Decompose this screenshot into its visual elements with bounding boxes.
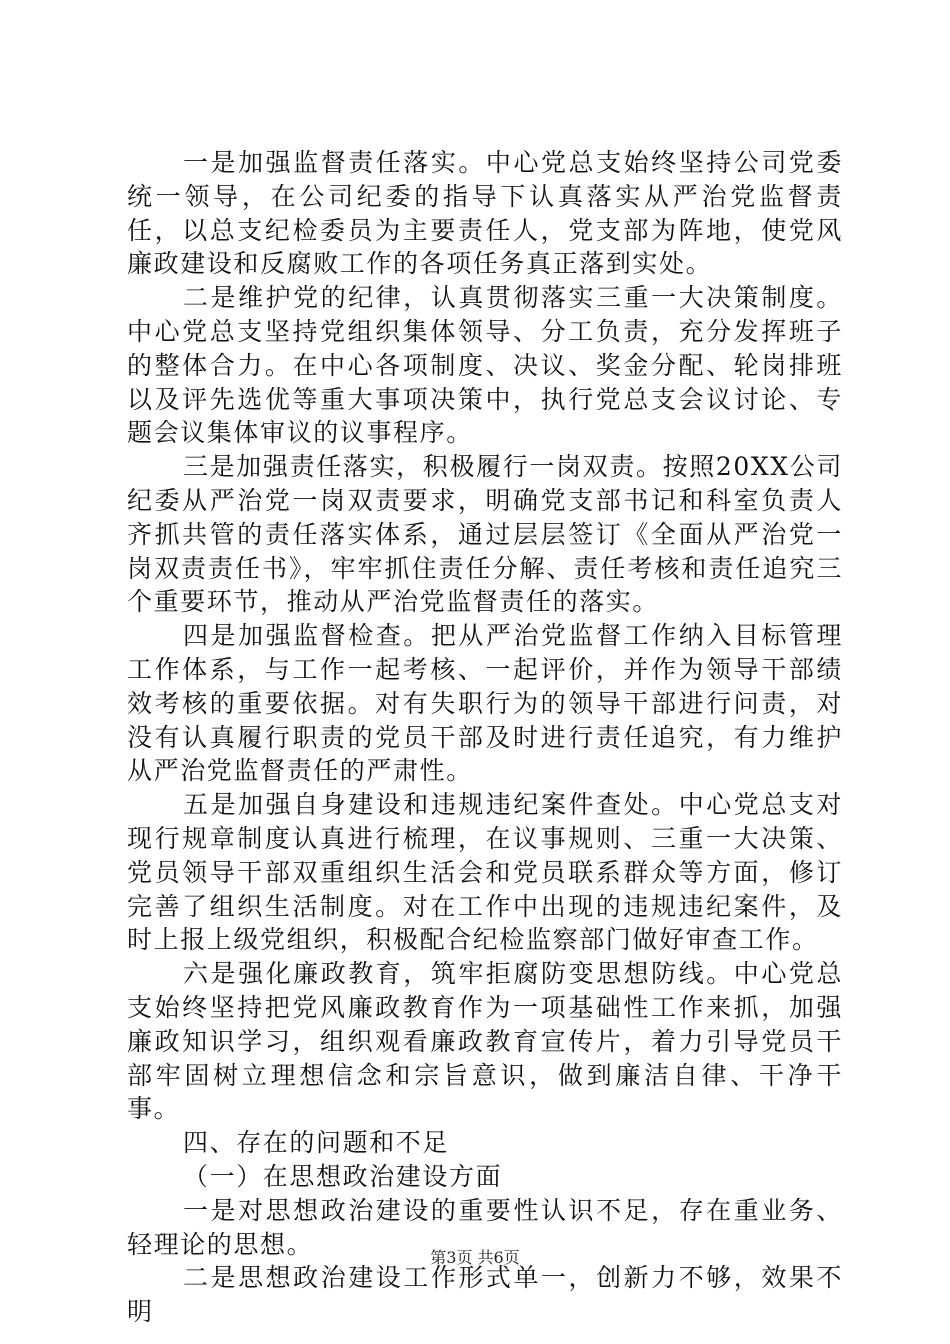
paragraph-self-construction: 五是加强自身建设和违规违纪案件查处。中心党总支对现行规章制度认真进行梳理，在议事规则、三重一大决策、党员领导干部双重组织生活会和党员联系群众等方面，修订完善了组织生活制度。对在工作中出现的违规违纪案件，及时上报上级党组织，积极配合纪检监察部门做好审查工作。 [127,790,843,955]
page-number-footer: 第3页 共6页 [430,1248,520,1267]
document-body [127,146,843,1329]
paragraph-responsibility-implementation: 三是加强责任落实，积极履行一岗双责。按照20XX公司纪委从严治党一岗双责要求，明确党支部书记和科室负责人齐抓共管的责任落实体系，通过层层签订《全面从严治党一岗双责责任书》，牢牢抓住责任分解、责任考核和责任追究三个重要环节，推动从严治党监督责任的落实。 [127,452,843,617]
section-heading-problems: 四、存在的问题和不足 [183,1128,450,1158]
paragraph-supervision-inspection: 四是加强监督检查。把从严治党监督工作纳入目标管理工作体系，与工作一起考核、一起评价，并作为领导干部绩效考核的重要依据。对有失职行为的领导干部进行问责，对没有认真履行职责的党员干部及时进行责任追究，有力维护从严治党监督责任的严肃性。 [127,621,843,786]
subsection-heading-ideological: （一）在思想政治建设方面 [183,1161,503,1191]
paragraph-problem-two: 二是思想政治建设工作形式单一，创新力不够，效果不明 [127,1263,843,1327]
paragraph-supervision-responsibility: 一是加强监督责任落实。中心党总支始终坚持公司党委统一领导，在公司纪委的指导下认真落实从严治党监督责任，以总支纪检委员为主要责任人，党支部为阵地，使党风廉政建设和反腐败工作的各项任务真正落到实处。 [127,148,843,279]
paragraph-party-discipline: 二是维护党的纪律，认真贯彻落实三重一大决策制度。中心党总支坚持党组织集体领导、分工负责，充分发挥班子的整体合力。在中心各项制度、决议、奖金分配、轮岗排班以及评先选优等重大事项决策中，执行党总支会议讨论、专题会议集体审议的议事程序。 [127,283,843,448]
paragraph-problem-one: 一是对思想政治建设的重要性认识不足，存在重业务、轻理论的思想。 [127,1195,843,1259]
paragraph-integrity-education: 六是强化廉政教育，筑牢拒腐防变思想防线。中心党总支始终坚持把党风廉政教育作为一项基础性工作来抓，加强廉政知识学习，组织观看廉政教育宣传片，着力引导党员干部牢固树立理想信念和宗旨意识，做到廉洁自律、干净干事。 [127,959,843,1124]
